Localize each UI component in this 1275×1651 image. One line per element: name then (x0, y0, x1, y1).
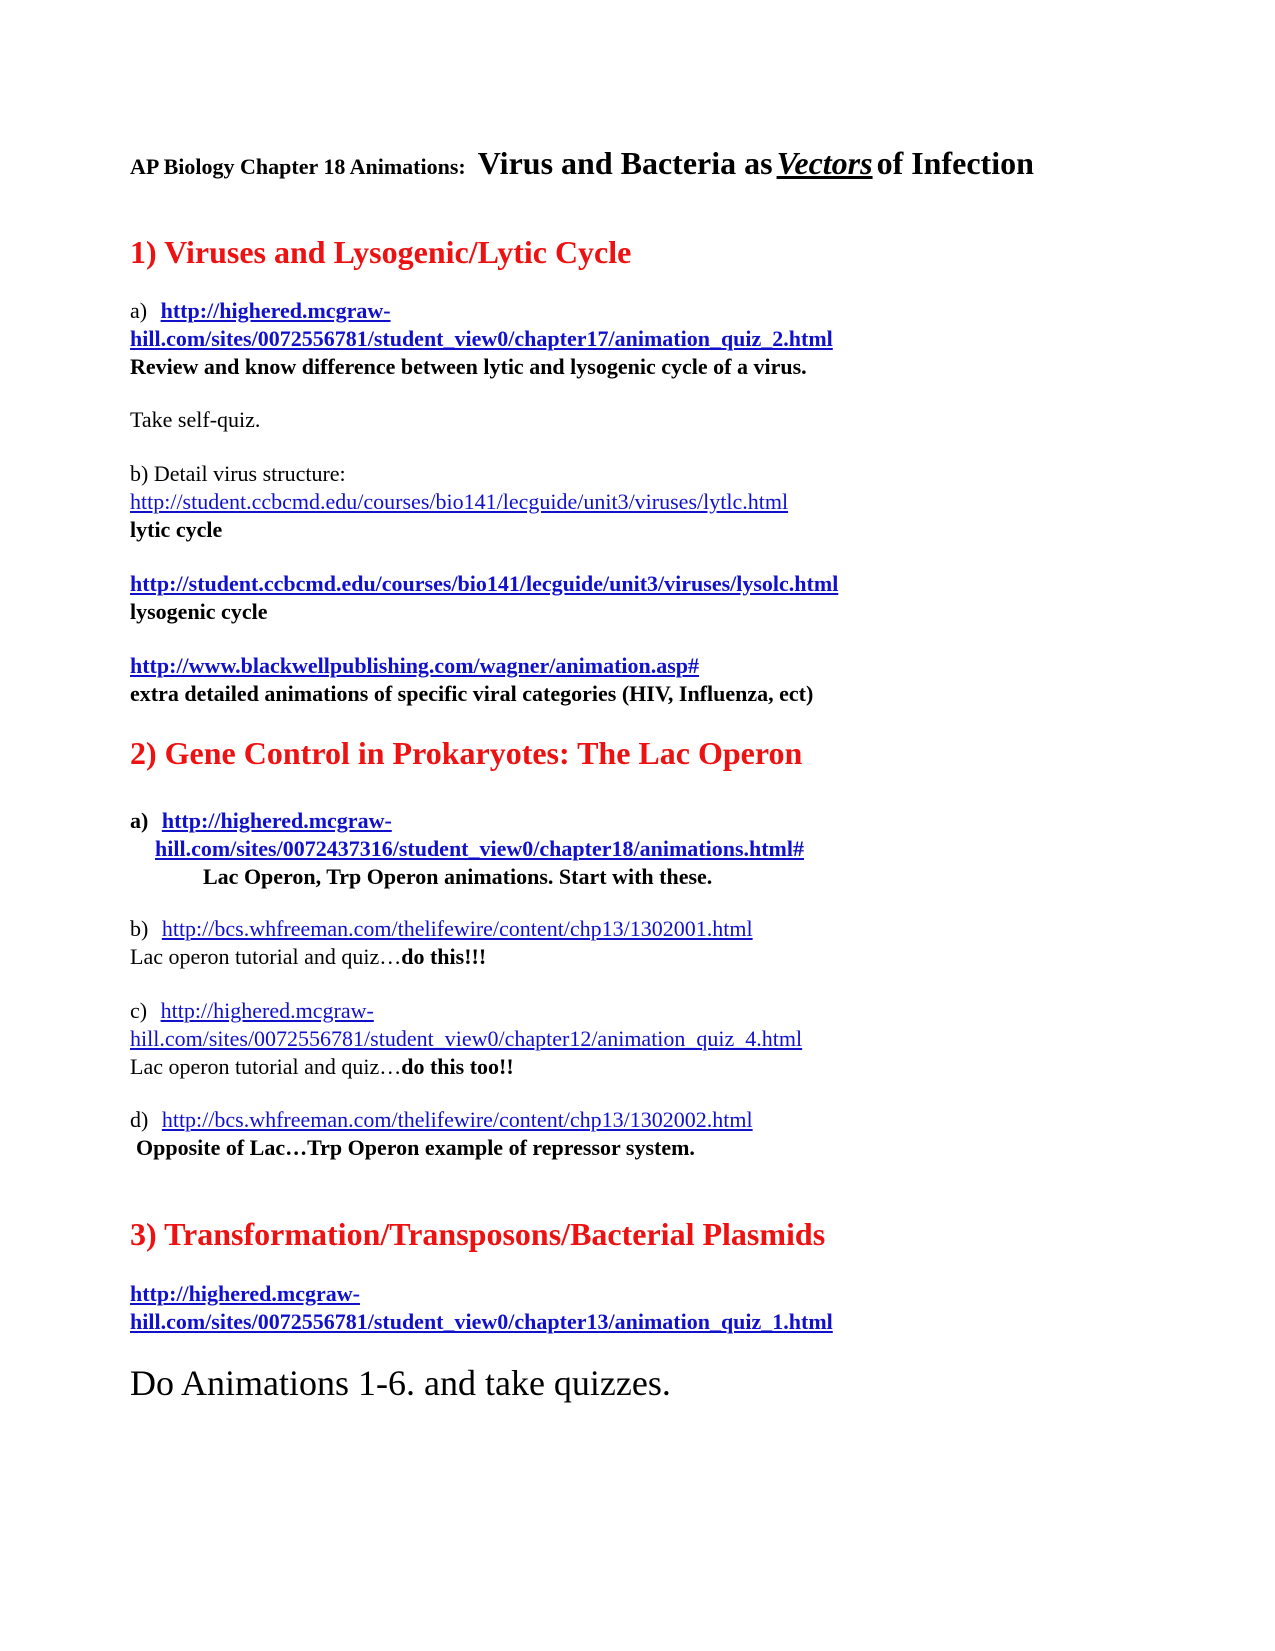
section-1-a-link-line2[interactable]: hill.com/sites/0072556781/student_view0/chapter17/animation_quiz_2.html (130, 326, 833, 351)
section-3-heading: 3) Transformation/Transposons/Bacterial Plasmids (130, 1216, 826, 1252)
section-1-d-description: extra detailed animations of specific viral categories (HIV, Influenza, ect) (130, 681, 814, 706)
section-1-b-link[interactable]: http://student.ccbcmd.edu/courses/bio141/lecguide/unit3/viruses/lytlc.html (130, 489, 789, 514)
section-3-link-block (130, 1280, 833, 1336)
section-2-heading: 2) Gene Control in Prokaryotes: The Lac Operon (130, 735, 803, 771)
section-3-link-line2[interactable]: hill.com/sites/0072556781/student_view0/chapter13/animation_quiz_1.html (130, 1309, 833, 1334)
section-1-a-link-line1[interactable]: http://highered.mcgraw- (160, 298, 391, 323)
section-2-a-description: Lac Operon, Trp Operon animations. Start with these. (203, 864, 713, 889)
section-1-item-a (130, 297, 833, 381)
self-quiz-text: Take self-quiz. (130, 407, 261, 432)
section-1-a-description: Review and know difference between lytic and lysogenic cycle of a virus. (130, 354, 807, 379)
section-2-item-a (130, 807, 804, 891)
section-2-b-description: Lac operon tutorial and quiz… (130, 944, 402, 969)
section-1-item-c (130, 570, 838, 626)
section-2-b-emphasis: do this!!! (401, 944, 487, 969)
section-2-c-description: Lac operon tutorial and quiz… (130, 1054, 402, 1079)
document-title (130, 145, 1034, 182)
section-1-item-b (130, 460, 788, 544)
section-1-c-link[interactable]: http://student.ccbcmd.edu/courses/bio141/lecguide/unit3/viruses/lysolc.html (130, 571, 839, 596)
item-a-marker: a) (130, 808, 149, 833)
section-1-b-label: b) Detail virus structure: (130, 461, 346, 486)
section-3-link-line1[interactable]: http://highered.mcgraw- (130, 1281, 360, 1306)
item-d-marker: d) (130, 1107, 149, 1132)
item-c-marker: c) (130, 998, 148, 1023)
title-prefix: AP Biology Chapter 18 Animations: (130, 154, 466, 179)
section-2-d-link[interactable]: http://bcs.whfreeman.com/thelifewire/content/chp13/1302002.html (161, 1107, 753, 1132)
section-1-item-d (130, 652, 813, 708)
section-2-item-d (130, 1106, 753, 1162)
section-2-a-link-line1[interactable]: http://highered.mcgraw- (161, 808, 392, 833)
section-2-c-emphasis: do this too!! (401, 1054, 514, 1079)
title-vectors: Vectors (776, 145, 873, 181)
section-2-item-b (130, 915, 753, 971)
final-instruction: Do Animations 1-6. and take quizzes. (130, 1363, 671, 1403)
section-2-b-link[interactable]: http://bcs.whfreeman.com/thelifewire/content/chp13/1302001.html (161, 916, 753, 941)
title-main-2: of Infection (876, 145, 1034, 181)
section-2-d-description: Opposite of Lac…Trp Operon example of repressor system. (136, 1135, 695, 1160)
section-1-b-description: lytic cycle (130, 517, 223, 542)
section-1-c-description: lysogenic cycle (130, 599, 268, 624)
section-2-c-link-line2[interactable]: hill.com/sites/0072556781/student_view0/chapter12/animation_quiz_4.html (130, 1026, 803, 1051)
section-1-heading: 1) Viruses and Lysogenic/Lytic Cycle (130, 234, 632, 270)
item-a-marker: a) (130, 298, 148, 323)
item-b-marker: b) (130, 916, 149, 941)
title-main-1: Virus and Bacteria as (477, 145, 773, 181)
section-1-d-link[interactable]: http://www.blackwellpublishing.com/wagner/animation.asp# (130, 653, 700, 678)
section-2-a-link-line2[interactable]: hill.com/sites/0072437316/student_view0/chapter18/animations.html# (155, 836, 804, 861)
section-2-c-link-line1[interactable]: http://highered.mcgraw- (160, 998, 374, 1023)
section-2-item-c (130, 997, 802, 1081)
